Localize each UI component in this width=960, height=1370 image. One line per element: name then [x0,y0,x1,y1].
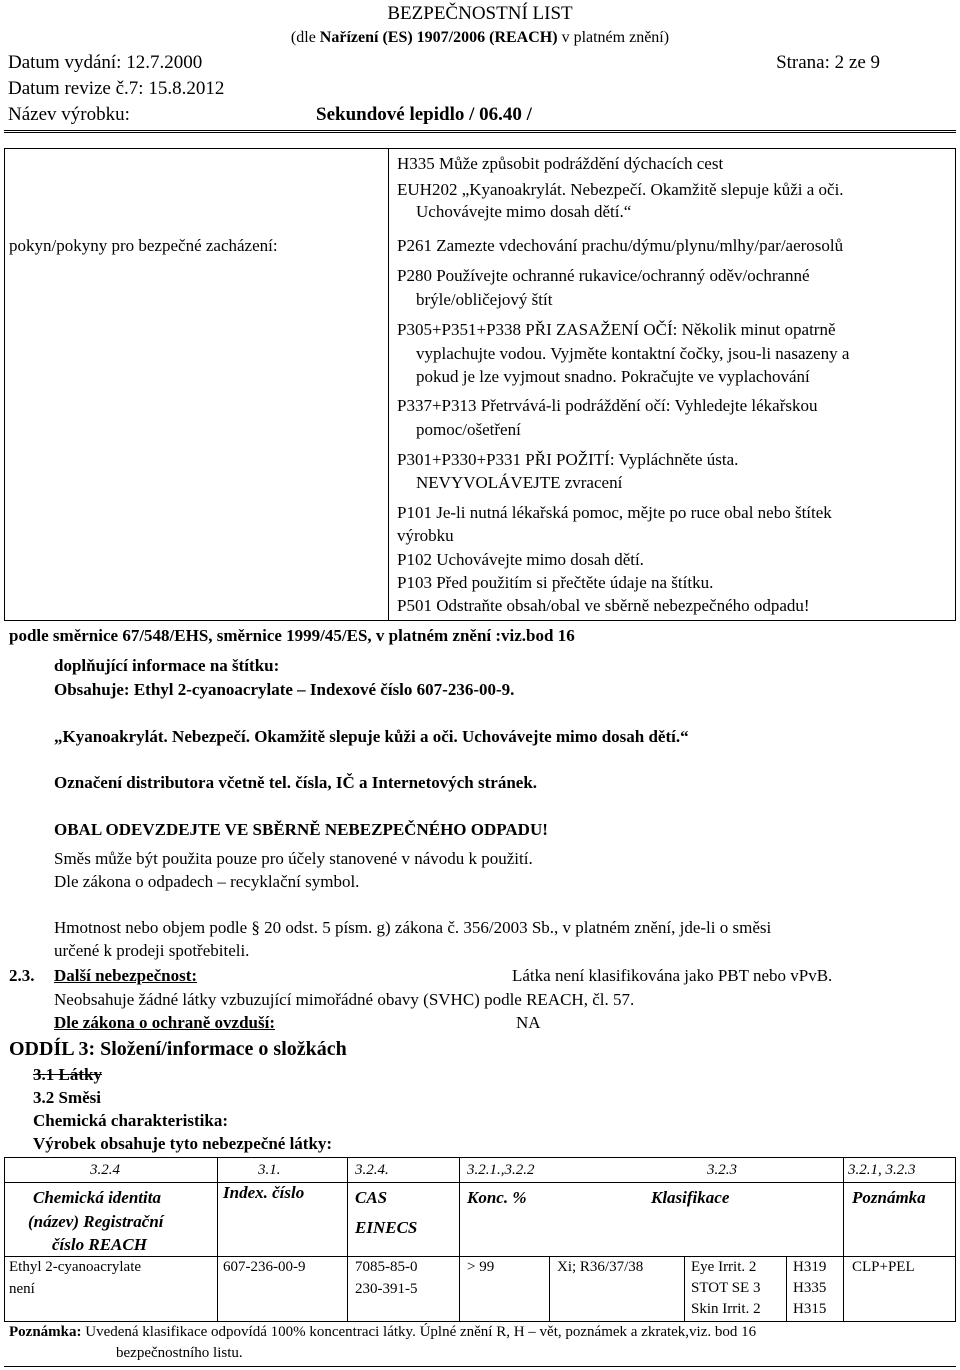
header-identity-line3: číslo REACH [52,1235,147,1254]
footnote-bottom-border [4,1366,956,1367]
document-subtitle: (dle Nařízení (ES) 1907/2006 (REACH) v platném znění) [290,29,670,46]
p305-statement-line1: P305+P351+P338 PŘI ZASAŽENÍ OČÍ: Několik minut opatrně [397,320,836,339]
weight-note-line2: určené k prodeji spotřebiteli. [54,941,250,960]
col-line-0 [4,1157,5,1321]
directive-reference: podle směrnice 67/548/EHS, směrnice 1999/45/ES, v platném znění :viz.bod 16 [9,626,575,645]
page-number: Strana: 2 ze 9 [776,52,880,73]
p501-statement: P501 Odstraňte obsah/obal ve sběrně nebezpečného odpadu! [397,596,810,615]
label-info-heading: doplňující informace na štítku: [54,656,280,675]
p305-statement-line3: pokud je lze vyjmout snadno. Pokračujte ve vyplachování [416,367,810,386]
p101-statement-line2: výrobku [397,526,454,545]
header-einecs: EINECS [355,1218,418,1237]
header-identity-line2: (název) Registrační [28,1212,164,1231]
p337-statement-line2: pomoc/ošetření [416,420,521,439]
row-clp-class-1: Eye Irrit. 2 [691,1259,757,1275]
issue-date: Datum vydání: 12.7.2000 [8,52,203,73]
header-identity-line1: Chemická identita [33,1188,161,1207]
left-border [4,148,5,620]
table-footnote-line2: bezpečnostního listu. [116,1345,243,1361]
row-cas-number: 7085-85-0 [355,1259,418,1275]
col-line-2 [347,1157,348,1321]
p280-statement-line1: P280 Používejte ochranné rukavice/ochranný oděv/ochranné [397,266,810,285]
ref-cas: 3.2.4. [355,1162,389,1178]
composition-table-top [4,1157,956,1158]
chemical-characteristic: Chemická charakteristika: [33,1111,229,1130]
col-line-1 [217,1157,218,1321]
air-protection-value: NA [516,1013,541,1032]
section-2-3-number: 2.3. [9,966,35,985]
row-registration: není [9,1281,35,1297]
waste-instruction: OBAL ODEVZDEJTE VE SBĚRNĚ NEBEZPEČNÉHO ODPADU! [54,820,548,839]
row-h-statement-1: H319 [793,1259,827,1275]
h335-statement: H335 Může způsobit podráždění dýchacích cest [397,154,724,173]
col-line-6 [786,1256,787,1321]
col-line-4 [549,1256,550,1321]
euh202-statement-line1: EUH202 „Kyanoakrylát. Nebezpečí. Okamžitě slepuje kůži a oči. [397,180,844,199]
p261-statement: P261 Zamezte vdechování prachu/dýmu/plynu/mlhy/par/aerosolů [397,236,844,255]
document-title: BEZPEČNOSTNÍ LIST [387,3,573,24]
column-divider [388,148,389,620]
ref-index: 3.1. [258,1162,281,1178]
p280-statement-line2: brýle/obličejový štít [416,290,553,309]
ref-note: 3.2.1, 3.2.3 [848,1162,916,1178]
col-line-8 [955,1157,956,1321]
revision-date: Datum revize č.7: 15.8.2012 [8,78,225,99]
table-top-border [4,148,956,149]
svhc-note: Neobsahuje žádné látky vzbuzující mimořádné obavy (SVHC) podle REACH, čl. 57. [54,990,635,1009]
table-footnote-line1: Poznámka: Uvedená klasifikace odpovídá 100% koncentraci látky. Úplné znění R, H – vět, poznámek a zkratek,viz. bod 16 [9,1324,757,1340]
ref-conc: 3.2.1.,3.2.2 [467,1162,535,1178]
table-bottom-border [4,620,956,621]
p305-statement-line2: vyplachujte vodou. Vyjměte kontaktní čočky, jsou-li nasazeny a [416,344,850,363]
header-concentration: Konc. % [467,1188,527,1207]
section-3-title: ODDÍL 3: Složení/informace o složkách [9,1038,347,1060]
label-contains: Obsahuje: Ethyl 2-cyanoacrylate – Indexové číslo 607-236-00-9. [54,680,515,699]
ref-class: 3.2.3 [707,1162,737,1178]
subsection-3-1: 3.1 Látky [33,1065,102,1084]
weight-note-line1: Hmotnost nebo objem podle § 20 odst. 5 písm. g) zákona č. 356/2003 Sb., v platném znění, jde-li o směsi [54,918,772,937]
row-concentration: > 99 [467,1259,495,1275]
composition-table-bottom [4,1321,956,1322]
precaution-label: pokyn/pokyny pro bezpečné zacházení: [9,236,278,255]
col-line-3 [459,1157,460,1321]
air-protection-label: Dle zákona o ochraně ovzduší: [54,1013,275,1032]
section-2-3-value: Látka není klasifikována jako PBT nebo vPvB. [512,966,833,985]
distributor-marking: Označení distributora včetně tel. čísla, IČ a Internetových stránek. [54,773,538,792]
row-dsd-classification: Xi; R36/37/38 [557,1259,644,1275]
p103-statement: P103 Před použitím si přečtěte údaje na štítku. [397,573,714,592]
row-h-statement-2: H335 [793,1280,827,1296]
ref-identity: 3.2.4 [90,1162,120,1178]
p301-statement-line2: NEVYVOLÁVEJTE zvracení [416,473,623,492]
header-cas: CAS [355,1188,388,1207]
row-index-number: 607-236-00-9 [223,1259,306,1275]
product-name: Sekundové lepidlo / 06.40 / [316,104,532,125]
header-note: Poznámka [852,1188,926,1207]
p102-statement: P102 Uchovávejte mimo dosah dětí. [397,550,644,569]
row-clp-class-3: Skin Irrit. 2 [691,1301,761,1317]
right-border [955,148,956,620]
row-substance-name: Ethyl 2-cyanoacrylate [9,1259,142,1275]
header-divider-2 [4,132,956,133]
hazardous-substances-heading: Výrobek obsahuje tyto nebezpečné látky: [33,1134,333,1153]
composition-ref-divider [4,1182,956,1183]
subsection-3-2: 3.2 Směsi [33,1088,101,1107]
header-classification: Klasifikace [651,1188,730,1207]
recycling-note: Dle zákona o odpadech – recyklační symbol. [54,872,360,891]
header-divider [4,130,956,131]
product-label: Název výrobku: [8,104,130,125]
cyanoacrylate-warning: „Kyanoakrylát. Nebezpečí. Okamžitě slepuje kůži a oči. Uchovávejte mimo dosah dětí.“ [54,727,689,746]
col-line-5 [684,1256,685,1321]
composition-header-divider [4,1256,956,1257]
row-einecs-number: 230-391-5 [355,1281,418,1297]
row-note: CLP+PEL [852,1259,915,1275]
usage-note: Směs může být použita pouze pro účely stanovené v návodu k použití. [54,849,533,868]
section-2-3-label: Další nebezpečnost: [54,966,198,985]
row-clp-class-2: STOT SE 3 [691,1280,761,1296]
row-h-statement-3: H315 [793,1301,827,1317]
p101-statement-line1: P101 Je-li nutná lékařská pomoc, mějte po ruce obal nebo štítek [397,503,832,522]
col-line-7 [843,1157,844,1321]
euh202-statement-line2: Uchovávejte mimo dosah dětí.“ [416,202,632,221]
p301-statement-line1: P301+P330+P331 PŘI POŽITÍ: Vypláchněte ústa. [397,450,739,469]
header-index: Index. číslo [223,1183,305,1202]
p337-statement-line1: P337+P313 Přetrvává-li podráždění očí: Vyhledejte lékařskou [397,396,818,415]
